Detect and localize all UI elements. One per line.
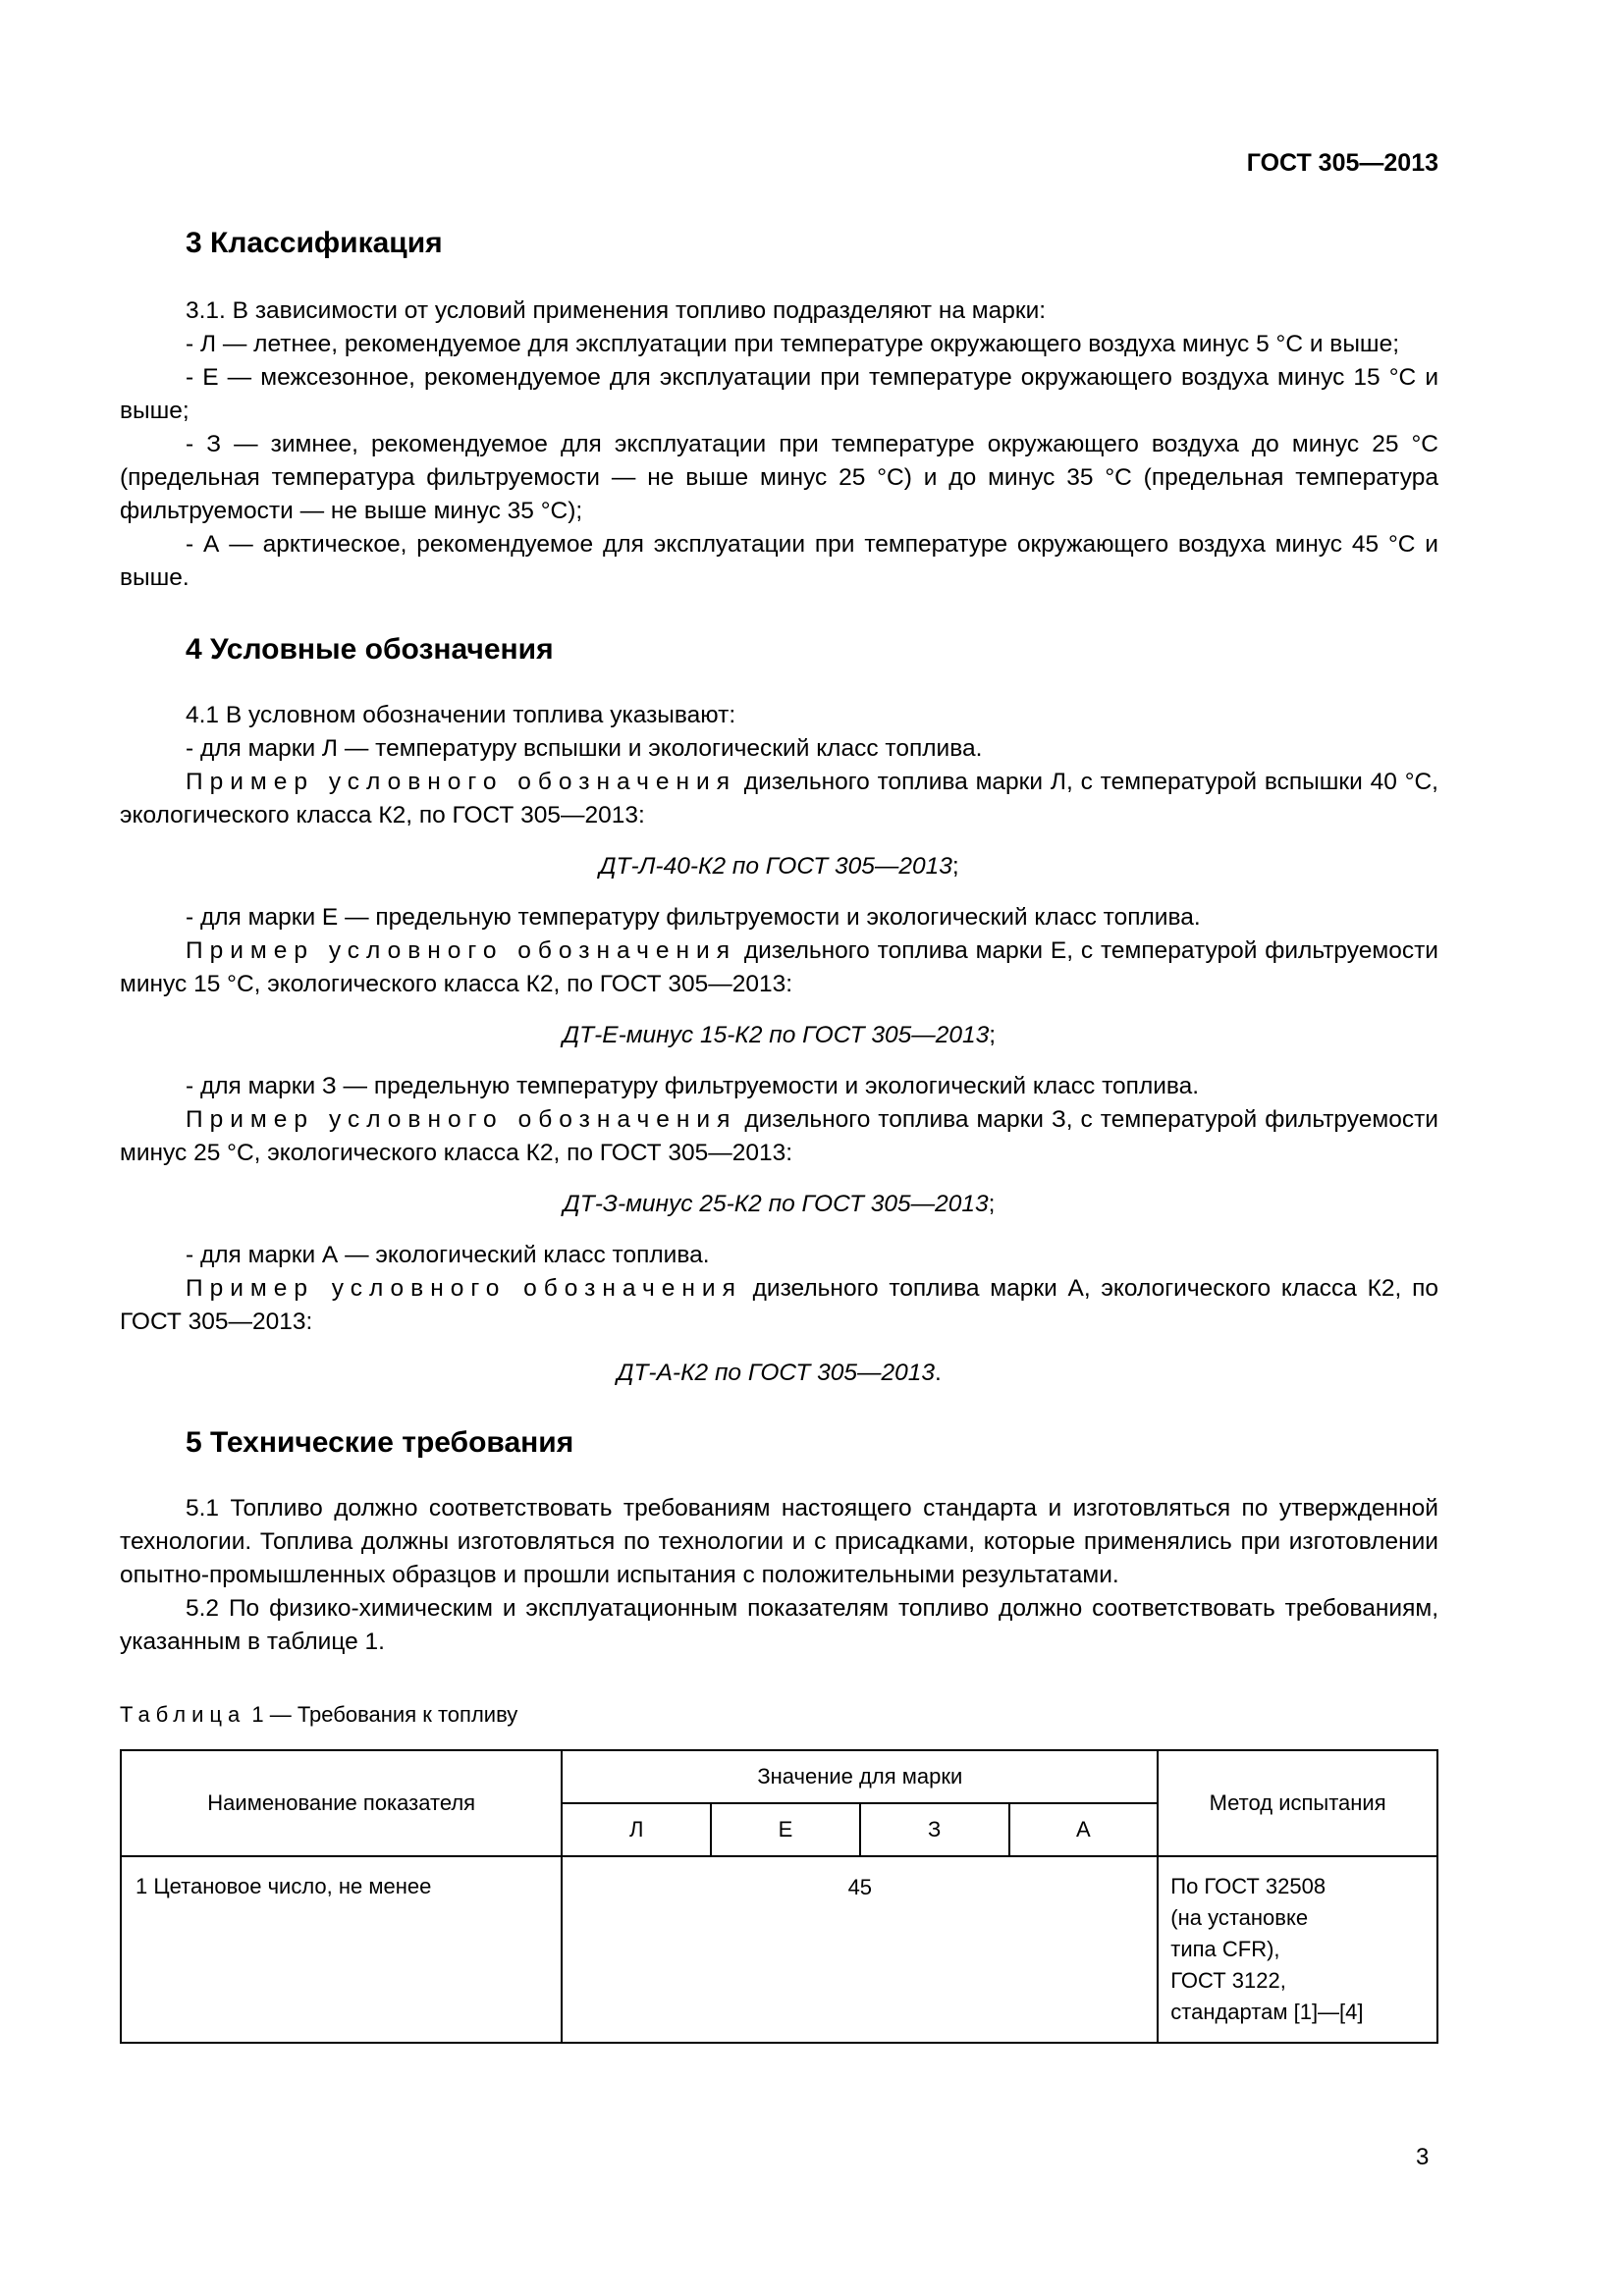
row-value: 45 <box>562 1856 1158 2043</box>
designation-punct: ; <box>989 1022 997 1048</box>
designation-item-z: - для марки З — предельную температуру фильтруемости и экологический класс топлива. <box>186 1073 1200 1099</box>
section-4-intro: 4.1 В условном обозначении топлива указывают: <box>186 702 736 728</box>
designation-formula-l <box>120 850 1438 883</box>
section-5-heading: 5 Технические требования <box>186 1426 574 1459</box>
grade-e-paragraph: - Е — межсезонное, рекомендуемое для эксплуатации при температуре окружающего воздуха минус 15 °С и выше; <box>120 364 1438 424</box>
header-grade-z: З <box>860 1803 1009 1856</box>
method-line: (на установке <box>1170 1905 1309 1930</box>
header-grade-l: Л <box>562 1803 711 1856</box>
method-line: типа CFR), <box>1170 1937 1280 1961</box>
designation-text: ДТ-Е-минус 15-К2 по ГОСТ 305—2013 <box>562 1022 990 1048</box>
page-content <box>120 224 1438 2044</box>
designation-text: ДТ-А-К2 по ГОСТ 305—2013 <box>617 1360 935 1386</box>
method-line: По ГОСТ 32508 <box>1170 1874 1326 1898</box>
example-text: дизельного топлива марки Л, с температурой вспышки 40 °С, экологического класса К2, по ГОСТ 305—2013: <box>120 769 1438 828</box>
row-test-method <box>1158 1856 1437 2043</box>
row-indicator-name: 1 Цетановое число, не менее <box>121 1856 562 2043</box>
method-line: ГОСТ 3122, <box>1170 1968 1286 1993</box>
example-label: Пример условного обозначения <box>186 1106 737 1133</box>
grade-z-paragraph: - З — зимнее, рекомендуемое для эксплуатации при температуре окружающего воздуха до минус 25 °С (предельная температура фильтруемости — не выше минус 25 °С) и до минус 35 °С (предельная температура фильтруемости — не выше минус 35 °С); <box>120 431 1438 524</box>
designation-punct: ; <box>988 1191 996 1217</box>
designation-punct: . <box>934 1360 942 1386</box>
designation-punct: ; <box>951 853 959 880</box>
example-paragraph-e <box>120 934 1438 1001</box>
example-label: Пример условного обозначения <box>186 1275 742 1302</box>
designation-text: ДТ-З-минус 25-К2 по ГОСТ 305—2013 <box>563 1191 989 1217</box>
header-indicator-name: Наименование показателя <box>121 1750 562 1856</box>
header-test-method: Метод испытания <box>1158 1750 1437 1856</box>
designation-text: ДТ-Л-40-К2 по ГОСТ 305—2013 <box>599 853 952 880</box>
designation-item-a: - для марки А — экологический класс топлива. <box>186 1242 710 1268</box>
table-header-row <box>121 1750 1437 1803</box>
designation-item-l: - для марки Л — температуру вспышки и экологический класс топлива. <box>186 735 983 762</box>
example-text: дизельного топлива марки А, экологического класса К2, по ГОСТ 305—2013: <box>120 1275 1438 1335</box>
designation-formula-e <box>120 1019 1438 1052</box>
section-3-intro: 3.1. В зависимости от условий применения топливо подразделяют на марки: <box>186 297 1047 324</box>
example-text: дизельного топлива марки З, с температурой фильтруемости минус 25 °С, экологического класса К2, по ГОСТ 305—2013: <box>120 1106 1438 1166</box>
section-4-heading: 4 Условные обозначения <box>186 633 554 666</box>
table-row <box>121 1856 1437 2043</box>
designation-item-e: - для марки Е — предельную температуру фильтруемости и экологический класс топлива. <box>186 904 1201 931</box>
requirements-table <box>120 1749 1438 2044</box>
document-code: ГОСТ 305—2013 <box>1246 149 1438 177</box>
section-5-2-paragraph: 5.2 По физико-химическим и эксплуатационным показателям топливо должно соответствовать требованиям, указанным в таблице 1. <box>120 1595 1438 1655</box>
table-caption-text: 1 — Требования к топливу <box>245 1702 518 1727</box>
header-grade-e: Е <box>711 1803 860 1856</box>
designation-formula-z <box>120 1188 1438 1221</box>
example-paragraph-a <box>120 1272 1438 1339</box>
example-label: Пример условного обозначения <box>186 769 736 795</box>
section-5-1-paragraph: 5.1 Топливо должно соответствовать требованиям настоящего стандарта и изготовляться по утвержденной технологии. Топлива должны изготовляться по технологии и с присадками, которые применялись при изготовлении опытно-промышленных образцов и прошли испытания с положительными результатами. <box>120 1495 1438 1588</box>
example-paragraph-l <box>120 766 1438 832</box>
page-number: 3 <box>1416 2144 1430 2170</box>
grade-l-paragraph: - Л — летнее, рекомендуемое для эксплуатации при температуре окружающего воздуха минус 5 °С и выше; <box>186 331 1400 357</box>
example-text: дизельного топлива марки Е, с температурой фильтруемости минус 15 °С, экологического класса К2, по ГОСТ 305—2013: <box>120 937 1438 997</box>
header-grade-a: А <box>1009 1803 1159 1856</box>
table-caption <box>120 1698 1438 1732</box>
method-line: стандартам [1]—[4] <box>1170 2000 1364 2024</box>
example-paragraph-z <box>120 1103 1438 1170</box>
section-3-heading: 3 Классификация <box>186 227 443 259</box>
designation-formula-a <box>120 1357 1438 1390</box>
table-caption-label: Таблица <box>120 1702 246 1727</box>
grade-a-paragraph: - А — арктическое, рекомендуемое для эксплуатации при температуре окружающего воздуха минус 45 °С и выше. <box>120 531 1438 591</box>
header-grade-value: Значение для марки <box>562 1750 1158 1803</box>
example-label: Пример условного обозначения <box>186 937 736 964</box>
